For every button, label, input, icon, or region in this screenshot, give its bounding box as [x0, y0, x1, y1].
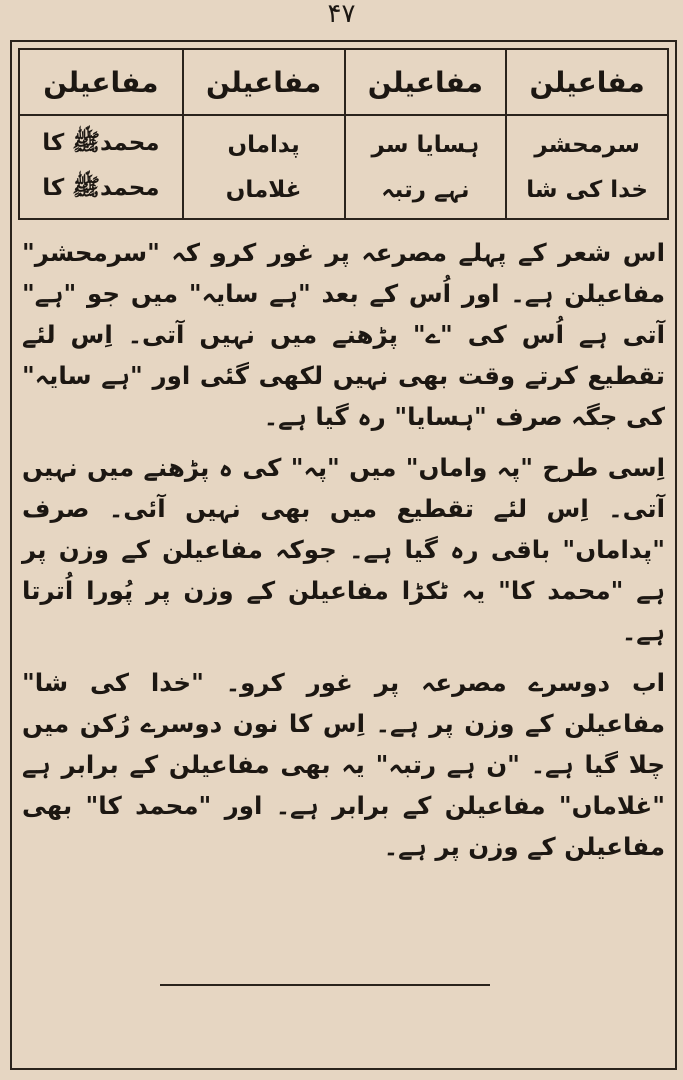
example-line: محمدﷺ کا — [42, 129, 160, 156]
table-example-cell — [344, 116, 506, 218]
page-frame — [10, 40, 677, 1070]
paragraph: اب دوسرے مصرعہ پر غور کرو۔ "خدا کی شا" مفاعیلن کے وزن پر ہے۔ اِس کا نون دوسرے رُکن میں چلا گیا ہے۔ "ن ہے رتبہ" یہ بھی مفاعیلن کے برابر ہے "غلاماں" مفاعیلن کے برابر ہے۔ اور "محمد کا" بھی مفاعیلن کے وزن پر ہے۔ — [22, 668, 665, 861]
body-text — [22, 232, 665, 867]
example-line: خدا کی شا — [526, 176, 648, 203]
example-line: سرمحشر — [534, 131, 640, 158]
example-line: محمدﷺ کا — [42, 174, 160, 201]
example-line: غلاماں — [225, 176, 302, 203]
table-example-cell — [20, 116, 182, 218]
example-line: پداماں — [227, 131, 300, 158]
table-example-cell — [182, 116, 344, 218]
table-header-cell: مفاعیلن — [182, 50, 344, 116]
paragraph: اس شعر کے پہلے مصرعہ پر غور کرو کہ "سرمحشر" مفاعیلن ہے۔ اور اُس کے بعد "ہے سایہ" میں جو "ہے" آتی ہے اُس کی "ے" پڑھنے میں نہیں آتی۔ اِس لئے تقطیع کرتے وقت بھی نہیں لکھی گئی اور "ہے سایہ" کی جگہ صرف "ہسایا" رہ گیا ہے۔ — [22, 238, 665, 431]
table-example-cell — [505, 116, 667, 218]
table-header-cell: مفاعیلن — [344, 50, 506, 116]
paragraph: اِسی طرح "پہ واماں" میں "پہ" کی ہ پڑھنے میں نہیں آتی۔ اِس لئے تقطیع میں بھی نہیں آئی۔ صرف "پداماں" باقی رہ گیا ہے۔ جوکہ مفاعیلن کے وزن پر ہے "محمد کا" یہ ٹکڑا مفاعیلن کے وزن پر پُورا اُترتا ہے۔ — [22, 453, 665, 646]
closing-rule — [160, 984, 490, 986]
page-number: ۴۷ — [327, 0, 356, 29]
scansion-table — [18, 48, 669, 220]
example-line: ہسایا سر — [371, 131, 480, 158]
example-line: نہے رتبہ — [381, 176, 470, 203]
table-header-cell: مفاعیلن — [20, 50, 182, 116]
table-header-cell: مفاعیلن — [505, 50, 667, 116]
